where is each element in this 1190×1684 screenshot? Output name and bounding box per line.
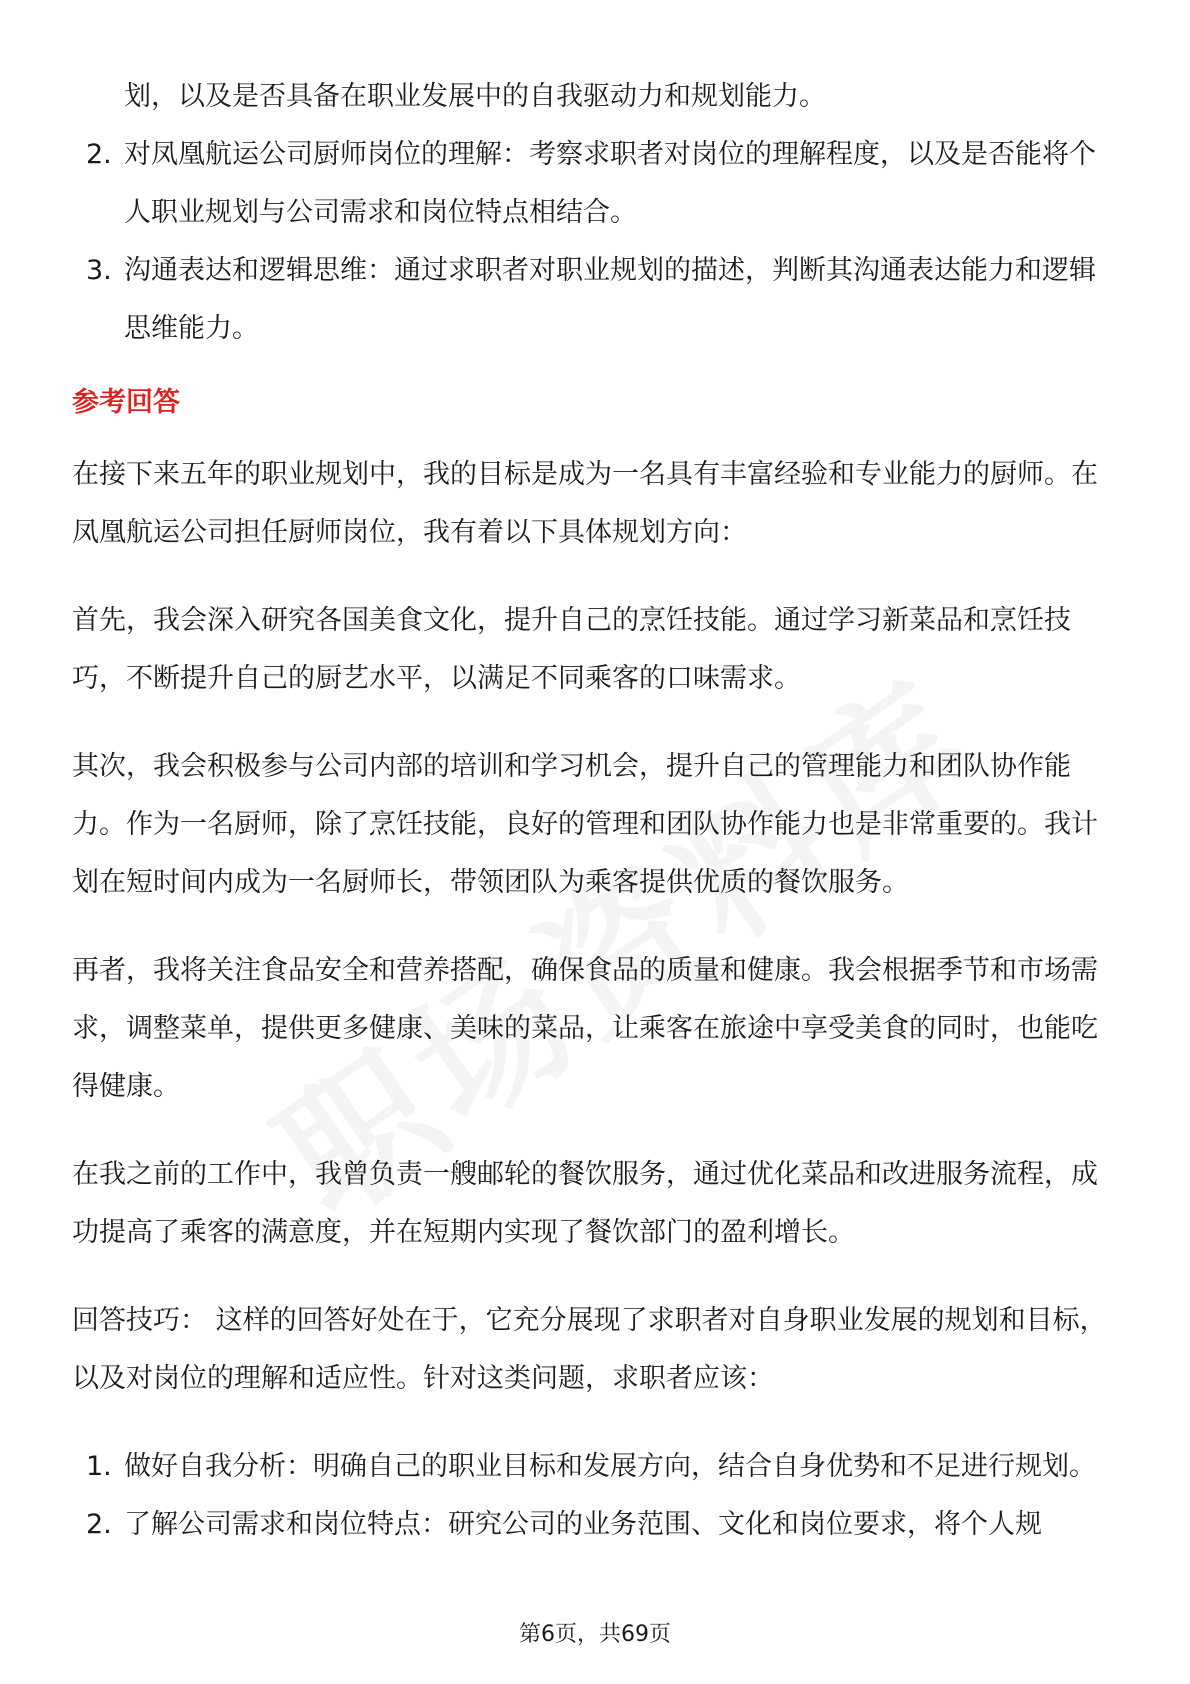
answer-heading: 参考回答 bbox=[72, 387, 180, 418]
tips-item bbox=[72, 1496, 1118, 1554]
list-item-text: 沟通表达和逻辑思维：通过求职者对职业规划的描述，判断其沟通表达能力和逻辑思维能力。 bbox=[124, 255, 1096, 344]
list-item-text: 做好自我分析：明确自己的职业目标和发展方向，结合自身优势和不足进行规划。 bbox=[124, 1451, 1096, 1482]
list-number: 1. bbox=[86, 1451, 112, 1482]
criteria-item bbox=[72, 242, 1118, 358]
tips-item bbox=[72, 1438, 1118, 1496]
page-content bbox=[72, 68, 1118, 1554]
list-item-text: 了解公司需求和岗位特点：研究公司的业务范围、文化和岗位要求，将个人规 bbox=[124, 1509, 1042, 1540]
list-number: 3. bbox=[86, 255, 112, 286]
continuation-line: 划，以及是否具备在职业发展中的自我驱动力和规划能力。 bbox=[124, 81, 826, 112]
answer-paragraph: 在接下来五年的职业规划中，我的目标是成为一名具有丰富经验和专业能力的厨师。在凤凰航运公司担任厨师岗位，我有着以下具体规划方向： bbox=[72, 459, 1098, 548]
answer-paragraph: 其次，我会积极参与公司内部的培训和学习机会，提升自己的管理能力和团队协作能力。作为一名厨师，除了烹饪技能，良好的管理和团队协作能力也是非常重要的。我计划在短时间内成为一名厨师长，带领团队为乘客提供优质的餐饮服务。 bbox=[72, 751, 1098, 898]
list-item-text: 对凤凰航运公司厨师岗位的理解：考察求职者对岗位的理解程度，以及是否能将个人职业规划与公司需求和岗位特点相结合。 bbox=[124, 139, 1096, 228]
answer-paragraph: 再者，我将关注食品安全和营养搭配，确保食品的质量和健康。我会根据季节和市场需求，调整菜单，提供更多健康、美味的菜品，让乘客在旅途中享受美食的同时，也能吃得健康。 bbox=[72, 955, 1098, 1102]
answer-paragraph: 在我之前的工作中，我曾负责一艘邮轮的餐饮服务，通过优化菜品和改进服务流程，成功提高了乘客的满意度，并在短期内实现了餐饮部门的盈利增长。 bbox=[72, 1159, 1098, 1248]
page-footer: 第6页，共69页 bbox=[519, 1622, 671, 1647]
answer-tips-paragraph: 回答技巧： 这样的回答好处在于，它充分展现了求职者对自身职业发展的规划和目标，以及对岗位的理解和适应性。针对这类问题，求职者应该： bbox=[72, 1305, 1107, 1394]
answer-paragraph: 首先，我会深入研究各国美食文化，提升自己的烹饪技能。通过学习新菜品和烹饪技巧，不断提升自己的厨艺水平，以满足不同乘客的口味需求。 bbox=[72, 605, 1071, 694]
tips-list bbox=[72, 1438, 1118, 1554]
list-number: 2. bbox=[86, 139, 112, 170]
criteria-list bbox=[72, 126, 1118, 358]
list-number: 2. bbox=[86, 1509, 112, 1540]
criteria-item bbox=[72, 126, 1118, 242]
